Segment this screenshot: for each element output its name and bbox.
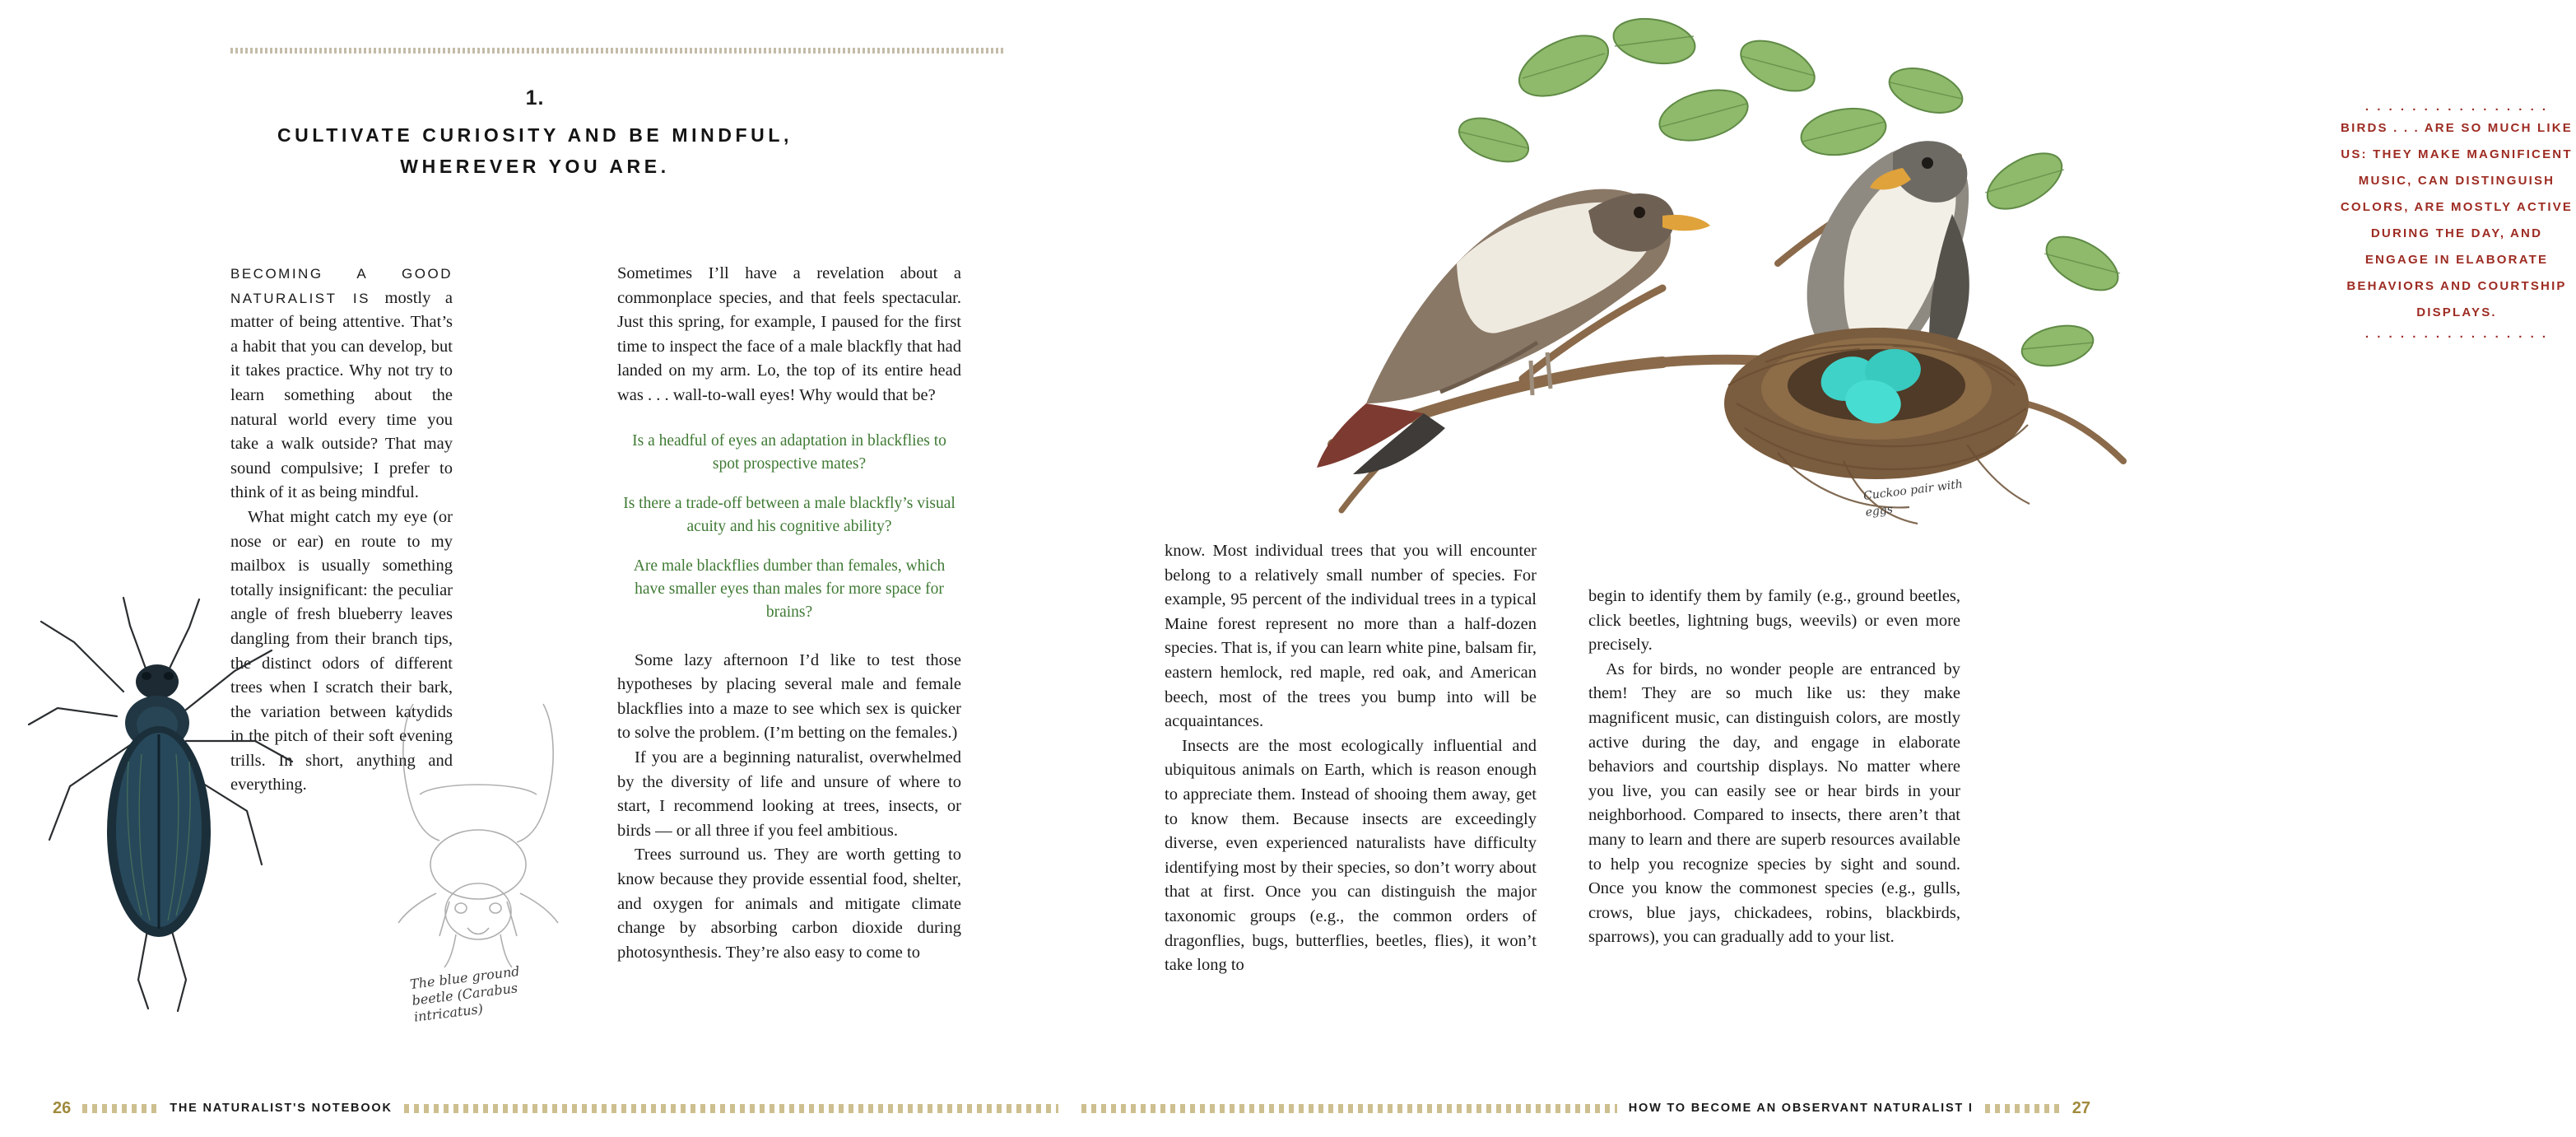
footer-dot-band: [1081, 1104, 1617, 1113]
right-column-two: [1588, 585, 1960, 950]
green-question-block: [617, 430, 961, 624]
right-folio: 27: [2071, 1098, 2090, 1117]
cuckoo-pair-illustration: [1317, 16, 2140, 560]
chapter-title: CULTIVATE CURIOSITY AND BE MINDFUL, WHEREVER YOU ARE.: [277, 124, 793, 177]
right-footer: [1070, 1097, 2140, 1119]
paragraph: If you are a beginning naturalist, overwhelmed by the diversity of life and unsure of where to start, I recommend looking at trees, insects, or birds — or all three if you feel ambitious.: [617, 748, 961, 840]
footer-dot-band: [1985, 1104, 2061, 1113]
paragraph: begin to identify them by family (e.g., ground beetles, click beetles, lightning bugs, weevils) or even more precisely.: [1588, 587, 1960, 655]
left-page: [0, 0, 1070, 1137]
lead-smallcaps: BECOMING A GOOD NATURALIST IS: [230, 266, 453, 306]
pull-quote-top-dots: . . . . . . . . . . . . . . . .: [2364, 100, 2549, 114]
right-column-one: [1165, 539, 1537, 978]
left-footer: [0, 1097, 1070, 1119]
left-running-head: THE NATURALIST'S NOTEBOOK: [170, 1102, 393, 1115]
pull-quote-bottom-dots: . . . . . . . . . . . . . . . .: [2364, 327, 2549, 341]
chapter-number: 1.: [525, 86, 545, 110]
paragraph: As for birds, no wonder people are entranced by them! They are so much like us: they make magnificent music, can distinguish colors, are mostly active during the day, and engage in elaborate behaviors and courtship displays. No matter where you live, you can easily see or hear birds in your neighborhood. Compared to insects, there aren’t that many to learn and there are superb resources available to help you recognize species by sight and sound. Once you know the commonest species (e.g., gulls, crows, blue jays, chickadees, robins, blackbirds, sparrows), you can gradually add to your list.: [1588, 659, 1960, 947]
paragraph: Trees surround us. They are worth getting to know because they provide essential food, shelter, and oxygen for animals and mitigate climate change by absorbing carbon dioxide during photosynthesis. They’re also easy to come to: [617, 846, 961, 962]
lead-paragraph-rest: mostly a matter of being attentive. That’s a habit that you can develop, but it takes practice. Why not try to learn something about the natural world every time you take a walk outside? That may sound compulsive; I prefer to think of it as being mindful.: [230, 288, 453, 502]
paragraph: Some lazy afternoon I’d like to test those hypotheses by placing several male and female blackflies into a maze to see which sex is quicker to solve the problem. (I’m betting on the females.): [617, 650, 961, 743]
cuckoo-caption: Cuckoo pair with eggs: [1862, 478, 1964, 520]
question-item: Is a headful of eyes an adaptation in blackflies to spot prospective mates?: [632, 431, 946, 473]
footer-dot-band: [82, 1104, 158, 1113]
paragraph: Insects are the most ecologically influential and ubiquitous animals on Earth, which is reason enough to appreciate them. Instead of shooing them away, get to know them. Because insects are exceedingly diverse, even experienced naturalists have difficulty identifying most by their species, so don’t worry about that at first. Once you can distinguish the major taxonomic groups (e.g., the common orders of dragonflies, bugs, butterflies, beetles, flies), it won’t take long to: [1165, 736, 1537, 975]
paragraph: know. Most individual trees that you will encounter belong to a relatively small number of species. For example, 95 percent of the individual trees in a typical Maine forest represent no more than a half-dozen species. That is, if you can learn white pine, balsam fir, eastern hemlock, red maple, red oak, and American beech, most of the trees you bump into will be acquaintances.: [1165, 542, 1537, 731]
left-column-two: [617, 262, 961, 965]
beetle-sketch-illustration: [370, 696, 584, 967]
left-folio: 26: [53, 1098, 72, 1117]
paragraph: Sometimes I’ll have a revelation about a commonplace species, and that feels spectacular. Just this spring, for example, I paused for the first time to inspect the face of a male blackfly that had landed on my arm. Lo, the top of its entire head was . . . wall-to-wall eyes! Why would that be?: [617, 264, 961, 404]
top-dotted-rule: [230, 48, 1004, 54]
beetle-caption: The blue ground beetle (Carabus intricatus): [409, 962, 521, 1025]
question-item: Are male blackflies dumber than females, which have smaller eyes than males for more space for brains?: [633, 557, 946, 621]
ground-beetle-illustration: [25, 593, 313, 1021]
paragraph: What might catch my eye (or nose or ear) en route to my mailbox is usually something totally insignificant: the peculiar angle of fresh blueberry leaves dangling from their branch tips, the distinct odors of different trees when I scratch their bark, the variation between katydids in the pitch of their soft evening trills. In short, anything and everything.: [230, 507, 453, 795]
paragraph: [230, 262, 453, 506]
footer-dot-band: [404, 1104, 1058, 1113]
right-running-head: HOW TO BECOME AN OBSERVANT NATURALIST I: [1628, 1102, 1974, 1115]
pull-quote-text: BIRDS . . . ARE SO MUCH LIKE US: THEY MAKE MAGNIFICENT MUSIC, CAN DISTINGUISH COLORS, ARE MOSTLY ACTIVE DURING THE DAY, AND ENGAGE IN ELABORATE BEHAVIORS AND COURTSHIP DISPLAYS.: [2340, 121, 2574, 319]
question-item: Is there a trade-off between a male blackfly’s visual acuity and his cognitive ability?: [623, 494, 956, 535]
left-bird: [1317, 189, 1710, 474]
pull-quote-block: [2337, 99, 2576, 342]
right-page: [1070, 0, 2574, 1137]
